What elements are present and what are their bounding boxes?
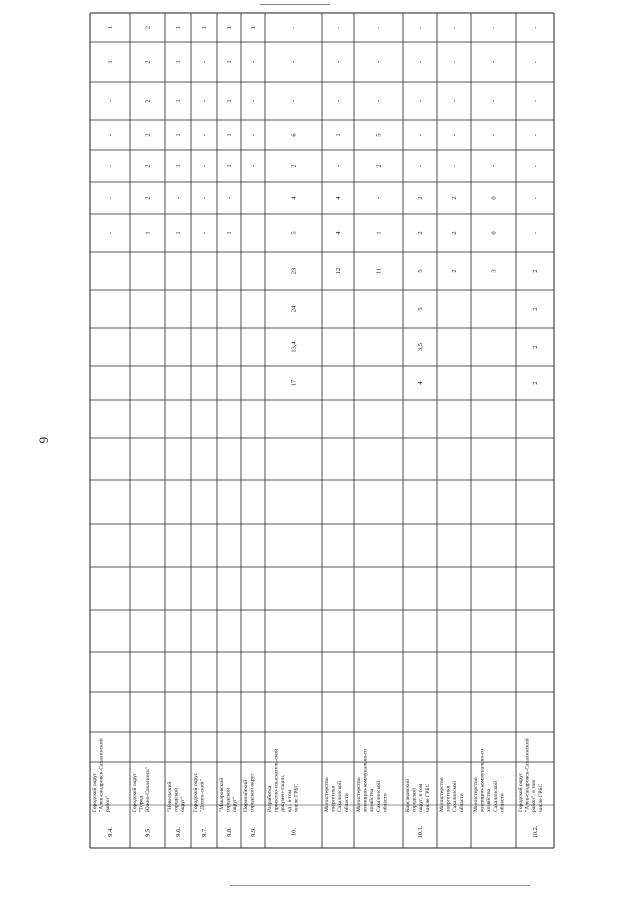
row-name-line: "Алек-сандровск-Сахалинский <box>98 738 105 812</box>
cell-value: 2 <box>144 164 152 168</box>
cell-value: - <box>175 196 182 200</box>
row-name-line: район", в том <box>531 780 538 812</box>
row-number: 10. <box>290 827 298 837</box>
row-name-line: "Макаровский <box>219 777 225 812</box>
row-name-line: Городской округ <box>518 772 524 812</box>
row-name-line: энергетики <box>445 785 452 812</box>
cell-value: - <box>335 26 342 29</box>
cell-value: - <box>250 164 257 168</box>
row-name-line: числе ГРБС <box>537 783 544 812</box>
cell-value: 6 <box>290 133 298 137</box>
row-name-line: округ" <box>180 796 187 812</box>
cell-value: 24 <box>290 305 298 313</box>
cell-value: - <box>335 99 342 103</box>
row-name-line: Сахалинской <box>492 781 499 812</box>
cell-value: 12 <box>335 267 342 275</box>
cell-value: 2 <box>451 231 458 235</box>
cell-value: - <box>201 60 208 64</box>
cell-value: - <box>107 133 114 137</box>
cell-value: 2 <box>451 196 458 200</box>
cell-value: 2 <box>451 269 458 273</box>
row-name-line: городской <box>411 788 418 812</box>
cell-value: - <box>335 164 342 168</box>
row-name-line: докумен-тации, <box>280 774 287 812</box>
cell-value: - <box>250 99 257 103</box>
cell-value: 3 <box>490 269 498 273</box>
row-name-line: район" <box>105 795 112 812</box>
cell-value: - <box>290 60 298 64</box>
cell-value: 5 <box>417 307 424 311</box>
cell-value: 5 <box>375 133 383 137</box>
cell-value: - <box>532 60 539 64</box>
cell-value: 1 <box>226 25 233 30</box>
row-name-line: городской <box>225 788 232 812</box>
cell-value: 4 <box>290 196 298 200</box>
cell-value: - <box>375 99 383 103</box>
cell-value: - <box>201 164 208 168</box>
cell-value: - <box>417 60 424 64</box>
cell-value: 1 <box>201 25 208 30</box>
cell-value: - <box>375 26 383 29</box>
row-number: 9.4. <box>107 827 114 837</box>
row-number: 9.9. <box>250 827 257 837</box>
row-name-line: области <box>343 793 350 812</box>
cell-value: - <box>490 164 498 168</box>
cell-value: 0 <box>490 196 498 200</box>
cell-value: - <box>201 133 208 137</box>
cell-value: - <box>107 196 114 200</box>
row-name-line: Городской округ <box>193 772 199 812</box>
cell-value: 5 <box>290 231 298 235</box>
cell-value: - <box>201 231 208 235</box>
cell-value: 2 <box>144 133 152 137</box>
row-number: 10.2. <box>532 825 539 839</box>
page-number: 6 <box>36 436 52 444</box>
cell-value: 2 <box>532 269 539 273</box>
row-name-line: Министерство <box>324 777 330 812</box>
row-name-line: городской округ <box>249 773 256 812</box>
cell-value: - <box>417 133 424 137</box>
row-name-line: Министерство <box>356 777 362 812</box>
cell-value: - <box>417 164 424 168</box>
row-name-line: округ" <box>232 796 239 812</box>
row-name-line: Городской округ <box>132 772 138 812</box>
cell-value: - <box>107 99 114 103</box>
cell-value: 1 <box>175 133 182 137</box>
row-name-line: Сахалинской <box>375 781 382 812</box>
cell-value: 2 <box>532 307 539 311</box>
row-name-line: области <box>458 793 465 812</box>
cell-value: 1 <box>226 99 233 103</box>
row-name-line: числе ГРБС <box>424 783 431 812</box>
cell-value: - <box>532 99 539 103</box>
row-number: 9.5. <box>144 827 152 837</box>
cell-value: - <box>417 26 424 29</box>
row-name-line: "Алек-сандровск-Сахалинский <box>524 738 531 812</box>
cell-value: - <box>490 133 498 137</box>
cell-value: 1 <box>175 99 182 103</box>
cell-value: 2 <box>144 99 152 103</box>
cell-value: 23 <box>290 267 298 275</box>
row-name-line: Городской округ <box>92 772 98 812</box>
row-number: 10.1. <box>417 825 424 839</box>
cell-value: 2 <box>532 381 539 385</box>
cell-value: 1 <box>226 133 233 137</box>
cell-value: - <box>107 164 114 168</box>
cell-value: - <box>250 133 257 137</box>
cell-value: - <box>532 133 539 137</box>
cell-value: - <box>375 196 383 200</box>
cell-value: 1 <box>335 133 342 137</box>
cell-value: - <box>201 99 208 103</box>
cell-value: 1 <box>250 25 257 30</box>
cell-value: 0 <box>490 231 498 235</box>
cell-value: - <box>375 60 383 64</box>
cell-value: - <box>532 231 539 235</box>
cell-value: 1 <box>226 60 233 64</box>
row-name-line: Министерство <box>473 777 479 812</box>
row-name-line: Министерство <box>439 777 445 812</box>
cell-value: 2 <box>417 196 424 200</box>
cell-value: 1 <box>175 25 182 30</box>
row-name-line: Корсаковский <box>405 778 411 812</box>
cell-value: - <box>226 196 233 200</box>
cell-value: - <box>490 99 498 103</box>
cell-value: 1 <box>107 60 114 64</box>
row-name-line: хозяйства <box>486 788 493 812</box>
cell-value: - <box>290 99 298 103</box>
cell-value: 13,4 <box>290 341 298 353</box>
cell-value: - <box>290 26 298 29</box>
row-name-line: ед., в том <box>286 789 293 812</box>
cell-value: 1 <box>107 25 114 30</box>
cell-value: 1 <box>144 231 152 235</box>
row-name-line: Поронайский <box>243 779 249 812</box>
row-name-line: "Город <box>138 795 145 812</box>
cell-value: - <box>451 164 458 168</box>
cell-value: 1 <box>226 231 233 235</box>
row-name-line: жилищно-коммунально-го <box>362 748 369 812</box>
cell-value: 11 <box>375 267 383 275</box>
row-name-line: Южно-Сахалинск" <box>145 766 152 812</box>
cell-value: - <box>490 26 498 29</box>
cell-value: - <box>107 231 114 235</box>
cell-value: - <box>532 196 539 200</box>
row-name-line: "Долин-ский" <box>199 779 206 812</box>
cell-value: 1 <box>175 164 182 168</box>
cell-value: - <box>451 133 458 137</box>
row-name-line: проектно-изыскатель-ской <box>273 748 280 812</box>
cell-value: 1 <box>226 164 233 168</box>
cell-value: 2 <box>144 60 152 64</box>
cell-value: 2 <box>144 196 152 200</box>
row-name-line: энергетики <box>330 785 337 812</box>
cell-value: 2 <box>417 231 424 235</box>
cell-value: - <box>250 60 257 64</box>
row-name-line: хозяйства <box>369 788 376 812</box>
cell-value: 3,5 <box>417 342 424 352</box>
row-name-line: Сахалинской <box>337 781 344 812</box>
cell-value: - <box>335 60 342 64</box>
cell-value: 1 <box>175 231 182 235</box>
cell-value: - <box>532 26 539 29</box>
cell-value: - <box>451 99 458 103</box>
row-name-line: Сахалинской <box>452 781 459 812</box>
cell-value: 17 <box>290 379 298 387</box>
row-number: 9.7. <box>201 827 208 837</box>
cell-value: - <box>451 60 458 64</box>
cell-value: 1 <box>375 231 383 235</box>
cell-value: - <box>451 26 458 29</box>
cell-value: 1 <box>175 60 182 64</box>
cell-value: 2 <box>375 164 383 168</box>
cell-value: 2 <box>144 25 152 30</box>
cell-value: - <box>490 60 498 64</box>
cell-value: 4 <box>335 196 342 200</box>
cell-value: 5 <box>417 269 424 273</box>
cell-value: - <box>532 164 539 168</box>
row-name-line: городской <box>173 788 180 812</box>
row-name-line: области <box>382 793 389 812</box>
row-name-line: области <box>499 793 506 812</box>
row-number: 9.8. <box>226 827 233 837</box>
cell-value: 2 <box>290 164 298 168</box>
row-name-line: Разработка <box>267 785 273 812</box>
cell-value: 4 <box>335 231 342 235</box>
row-name-line: округ, в том <box>418 783 425 812</box>
cell-value: - <box>417 99 424 103</box>
row-name-line: "Невельский <box>167 781 173 812</box>
cell-value: - <box>201 196 208 200</box>
row-name-line: жилищно-коммунально-го <box>479 748 486 812</box>
row-name-line: числе ГРБС <box>293 783 300 812</box>
cell-value: 2 <box>532 345 539 349</box>
row-number: 9.6. <box>175 827 182 837</box>
cell-value: 4 <box>417 381 424 385</box>
